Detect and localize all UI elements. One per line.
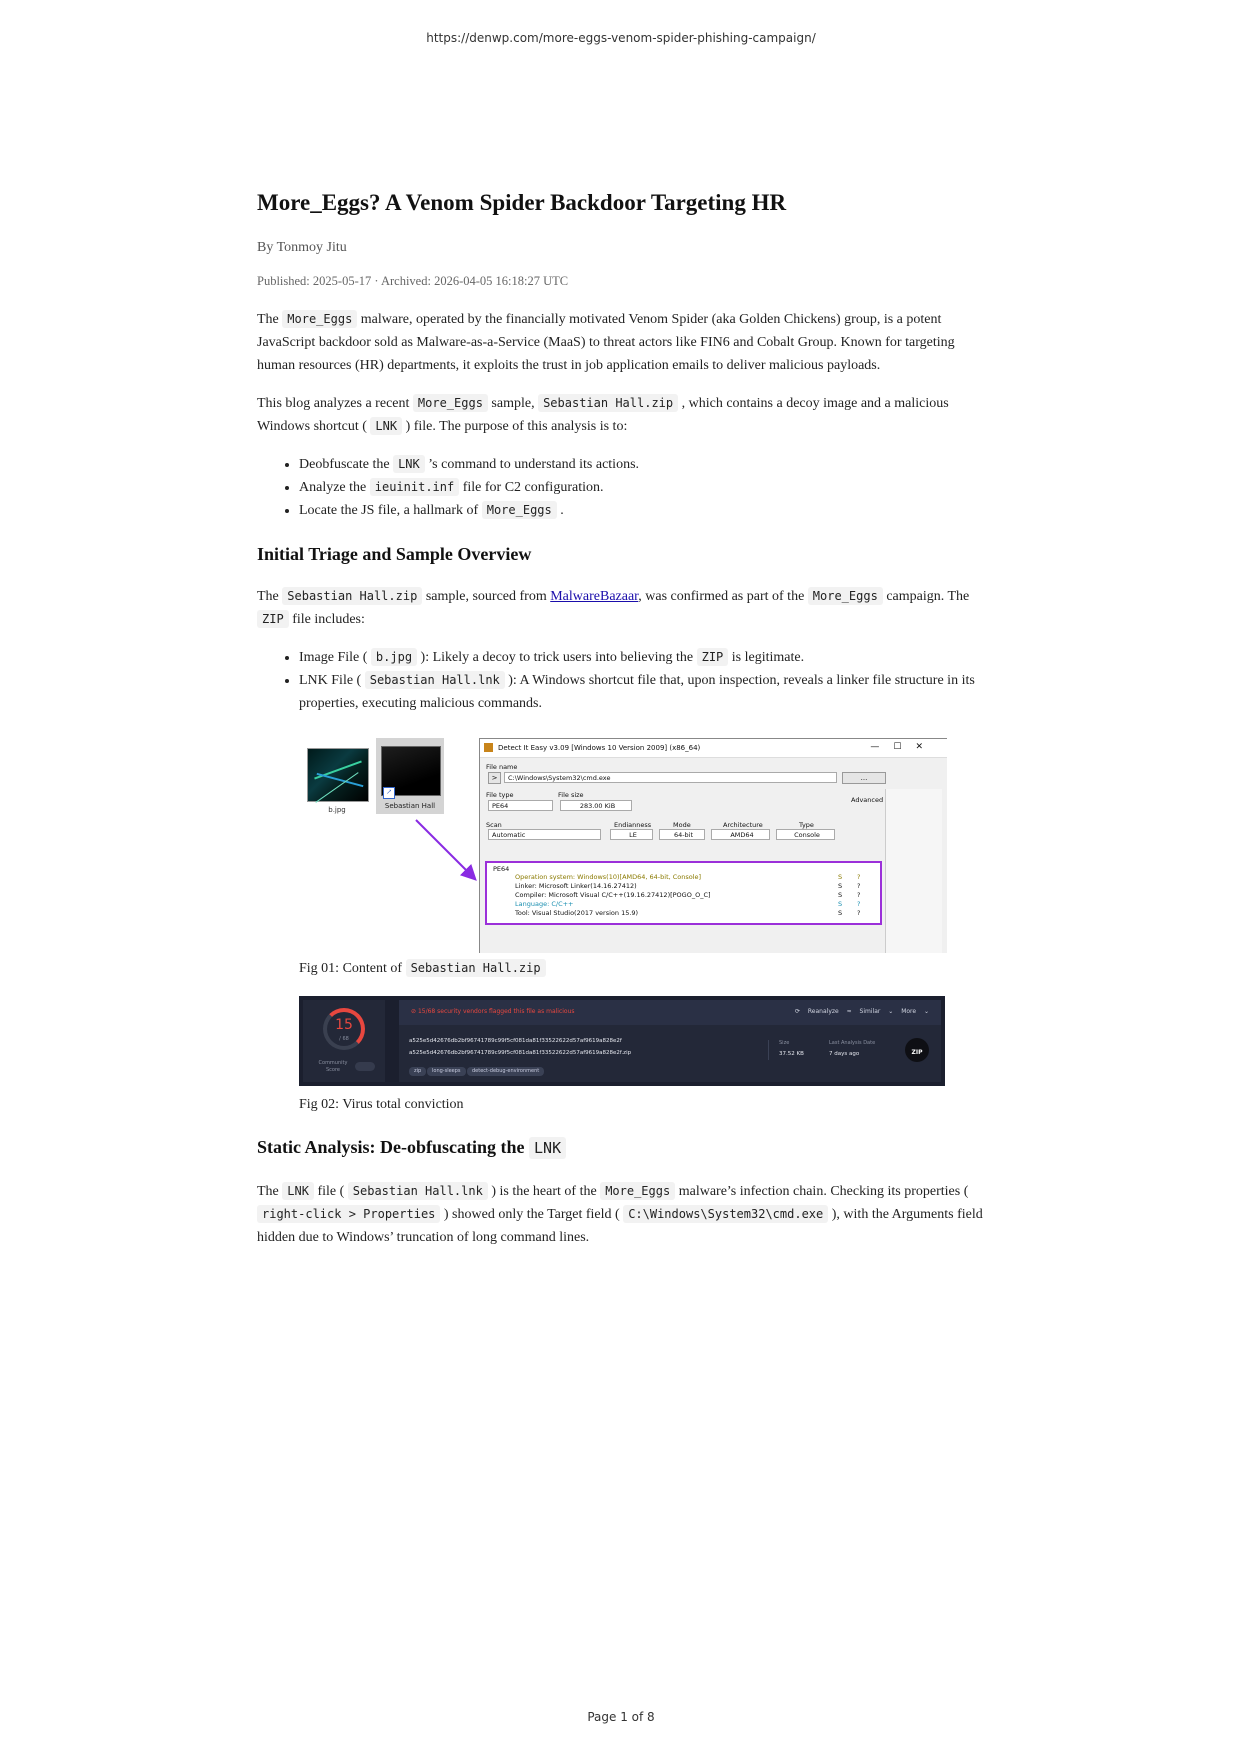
virustotal-summary: ⊘ 15/68 security vendors flagged this file as malicious ⟳ Reanalyze ≈ Similar ⌄ More ⌄ a525e5d42676db2bf96741789c99f5cf081da81f33522622d57af9619a828e2f a525e5d42676db2bf96741789c99f5cf081da81f33522622d57af9619a828e2f.zip zip long-sleeps detect-debug-environment Size 37.52 KB Last Analysis Date 7 days ago ZIP [399,1000,941,1082]
intro-paragraph-1: The More_Eggs malware, operated by the financially motivated Venom Spider (aka Golden Chickens) group, is a potent JavaScript backdoor sold as Malware-as-a-Service (MaaS) to threat actors like FIN6 and Cobalt Group. Known for targeting human resources (HR) departments, it exploits the trust in job application emails to deliver malicious payloads. [257,312,955,373]
inline-code: Sebastian Hall.lnk [365,671,505,689]
inline-code: More_Eggs [600,1182,675,1200]
tag-badge: zip [409,1067,426,1076]
window-titlebar: Detect It Easy v3.09 [Windows 10 Version 2009] (x86_64) —☐✕ [480,739,947,758]
vt-actions: ⟳ Reanalyze ≈ Similar ⌄ More ⌄ [794,1008,929,1015]
inline-code: Sebastian Hall.zip [406,959,546,977]
inline-code: ieuinit.inf [370,478,459,496]
list-item: • Locate the JS file, a hallmark of More_Eggs . [299,499,989,522]
inline-code: ZIP [697,648,729,666]
inline-code: LNK [282,1182,314,1200]
inline-code: Sebastian Hall.lnk [348,1182,488,1200]
figure-1-image [299,736,947,953]
zip-file-icon: ZIP [905,1038,929,1062]
source-url: https://denwp.com/more-eggs-venom-spider-phishing-campaign/ [426,31,816,45]
shortcut-arrow-icon: ↗ [383,787,395,799]
section-heading-static-analysis: Static Analysis: De-obfuscating the LNK [257,1137,566,1158]
triage-paragraph: The Sebastian Hall.zip sample, sourced from MalwareBazaar, was confirmed as part of the More_Eggs campaign. The ZIP file includes: [257,589,970,627]
detect-it-easy-window: Detect It Easy v3.09 [Windows 10 Version 2009] (x86_64) —☐✕ File name > C:\Windows\System32\cmd.exe ... File type PE64 File size 283.00 KiB Advanced Scan Automatic Endianness LE Mode 64-bit Architecture AMD64 Type Console PE64 Operation system: Windows(10)[AMD64, 64-bit, Console] S ? Linker: Microsoft Linker(14.16.27412) S ? Compiler: Microsoft Visual C/C++(19.16.27412)[POGO_O_C] S ? Language: C/C++ S ? Tool: Visual Studio(2017 version 15.9) S ? [479,738,947,953]
publish-meta: Published: 2025-05-17 · Archived: 2026-04-05 16:18:27 UTC [257,274,569,288]
app-icon [484,743,493,752]
intro-paragraph-2: This blog analyzes a recent More_Eggs sample, Sebastian Hall.zip , which contains a decoy image and a malicious Windows shortcut ( LNK ) file. The purpose of this analysis is to: [257,396,949,434]
thumbnail-label: Sebastian Hall [384,802,436,810]
detection-score: 15 [335,1017,353,1033]
list-item: • Analyze the ieuinit.inf file for C2 configuration. [299,476,989,499]
detection-score-panel: 15 / 68 Community Score [303,1000,385,1082]
goals-list [257,453,989,522]
article-title: More_Eggs? A Venom Spider Backdoor Targeting HR [257,190,787,215]
inline-code: More_Eggs [413,394,488,412]
figure-2-image [299,996,945,1086]
window-controls: —☐✕ [870,742,937,752]
decoy-image-thumbnail [307,748,369,802]
inline-code: More_Eggs [282,310,357,328]
list-item: • Image File ( b.jpg ): Likely a decoy to trick users into believing the ZIP is legitimate. [299,646,989,669]
figure-2-caption: Fig 02: Virus total conviction [299,1097,464,1112]
byline: By Tonmoy Jitu [257,240,347,255]
section-heading-triage: Initial Triage and Sample Overview [257,544,532,564]
malwarebazaar-link[interactable]: MalwareBazaar [550,589,639,604]
inline-code: More_Eggs [808,587,883,605]
inline-code: LNK [370,417,402,435]
inline-code: LNK [529,1137,566,1159]
tag-badge: detect-debug-environment [467,1067,544,1076]
inline-code: Sebastian Hall.zip [538,394,678,412]
detection-results-box: PE64 Operation system: Windows(10)[AMD64, 64-bit, Console] S ? Linker: Microsoft Linker(14.16.27412) S ? Compiler: Microsoft Visual C/C++(19.16.27412)[POGO_O_C] S ? Language: C/C++ S ? Tool: Visual Studio(2017 version 15.9) S ? [485,861,882,925]
pointer-arrow-icon [414,818,484,888]
zip-contents-list [257,646,989,715]
thumbnail-label: b.jpg [328,806,346,814]
inline-code: More_Eggs [482,501,557,519]
malicious-flag: ⊘ 15/68 security vendors flagged this file as malicious [411,1008,575,1015]
figure-1-caption: Fig 01: Content of Sebastian Hall.zip [299,961,546,977]
page-number: Page 1 of 8 [587,1710,655,1724]
inline-code: Sebastian Hall.zip [282,587,422,605]
list-item: • LNK File ( Sebastian Hall.lnk ): A Windows shortcut file that, upon inspection, reveals a linker file structure in its properties, executing malicious commands. [299,669,989,715]
lnk-file-thumbnail [376,738,444,814]
list-item: • Deobfuscate the LNK ’s command to understand its actions. [299,453,989,476]
inline-code: right-click > Properties [257,1205,440,1223]
inline-code: LNK [393,455,425,473]
inline-code: C:\Windows\System32\cmd.exe [623,1205,828,1223]
side-panel [885,789,942,953]
tag-badge: long-sleeps [427,1067,466,1076]
inline-code: b.jpg [371,648,417,666]
static-analysis-paragraph: The LNK file ( Sebastian Hall.lnk ) is the heart of the More_Eggs malware’s infection chain. Checking its properties ( right-click > Properties ) showed only the Target field ( C:\Windows\System32\cmd.exe ), with the Arguments field hidden due to Windows’ truncation of long command lines. [257,1184,983,1245]
inline-code: ZIP [257,610,289,628]
